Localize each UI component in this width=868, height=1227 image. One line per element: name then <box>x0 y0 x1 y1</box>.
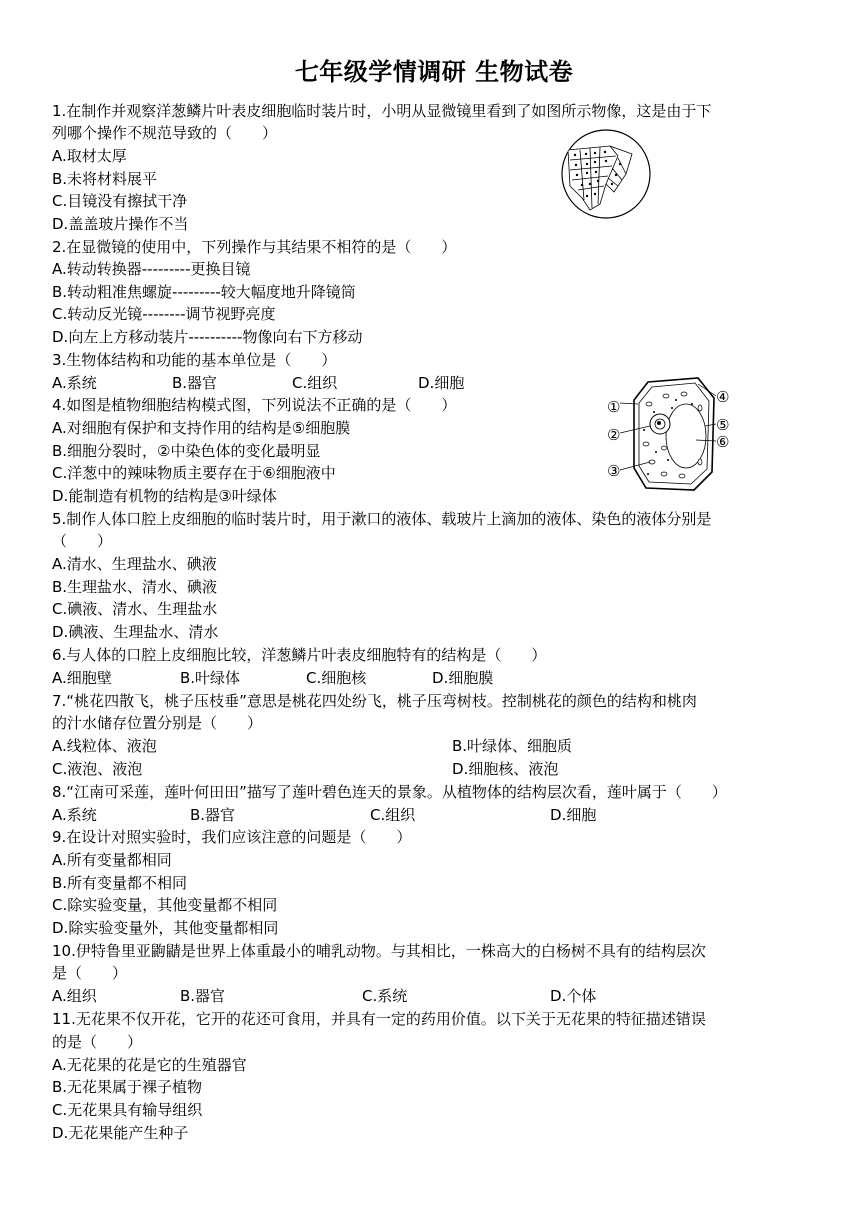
q7-option-a: A.线粒体、液泡 <box>52 737 157 755</box>
q1-option-c: C.目镜没有擦拭干净 <box>52 192 188 210</box>
q3-option-a: A.系统 <box>52 374 97 392</box>
q6-option-d: D.细胞膜 <box>432 669 494 687</box>
cell-label-3: ③ <box>607 462 621 480</box>
q6-option-c: C.细胞核 <box>306 669 367 687</box>
q3-option-c: C.组织 <box>292 374 338 392</box>
q4-option-a: A.对细胞有保护和支持作用的结构是⑤细胞膜 <box>52 419 351 437</box>
q5-option-b: B.生理盐水、清水、碘液 <box>52 578 218 596</box>
q11-stem-line1: 11.无花果不仅开花，它开的花还可食用，并具有一定的药用价值。以下关于无花果的特征描述错误 <box>52 1010 706 1028</box>
q7-option-c: C.液泡、液泡 <box>52 760 143 778</box>
q5-option-c: C.碘液、清水、生理盐水 <box>52 600 218 618</box>
q4-option-b: B.细胞分裂时，②中染色体的变化最明显 <box>52 442 321 460</box>
q7-stem-line2: 的汁水储存位置分别是（ ） <box>52 714 263 732</box>
q9-option-c: C.除实验变量，其他变量都不相同 <box>52 896 278 914</box>
q2-option-d: D.向左上方移动装片----------物像向右下方移动 <box>52 328 363 346</box>
q2-option-c: C.转动反光镜--------调节视野亮度 <box>52 305 276 323</box>
q3-option-b: B.器官 <box>172 374 218 392</box>
q10-option-a: A.组织 <box>52 987 97 1005</box>
q9-option-d: D.除实验变量外，其他变量都相同 <box>52 919 279 937</box>
q1-stem-line2: 列哪个操作不规范导致的（ ） <box>52 124 278 142</box>
q1-option-b: B.未将材料展平 <box>52 170 158 188</box>
q8-option-c: C.组织 <box>370 806 416 824</box>
q8-option-b: B.器官 <box>190 806 236 824</box>
q9-option-b: B.所有变量都不相同 <box>52 874 188 892</box>
q5-stem-line1: 5.制作人体口腔上皮细胞的临时装片时，用于漱口的液体、载玻片上滴加的液体、染色的液体分别是 <box>52 510 712 528</box>
q11-option-d: D.无花果能产生种子 <box>52 1124 189 1142</box>
cell-label-5: ⑤ <box>716 416 730 434</box>
page-title: 七年级学情调研 生物试卷 <box>294 58 574 86</box>
q1-option-a: A.取材太厚 <box>52 147 127 165</box>
q2-stem: 2.在显微镜的使用中，下列操作与其结果不相符的是（ ） <box>52 238 457 256</box>
q7-option-d: D.细胞核、液泡 <box>452 760 559 778</box>
cell-label-6: ⑥ <box>716 433 730 451</box>
q3-stem: 3.生物体结构和功能的基本单位是（ ） <box>52 351 337 369</box>
q1-option-d: D.盖盖玻片操作不当 <box>52 215 189 233</box>
cell-label-4: ④ <box>716 388 730 406</box>
q11-option-a: A.无花果的花是它的生殖器官 <box>52 1056 247 1074</box>
q3-option-d: D.细胞 <box>418 374 465 392</box>
q2-option-a: A.转动转换器---------更换目镜 <box>52 260 251 278</box>
q11-option-c: C.无花果具有输导组织 <box>52 1101 203 1119</box>
q10-option-c: C.系统 <box>362 987 408 1005</box>
q6-stem: 6.与人体的口腔上皮细胞比较，洋葱鳞片叶表皮细胞特有的结构是（ ） <box>52 646 547 664</box>
q10-option-b: B.器官 <box>180 987 226 1005</box>
q8-option-a: A.系统 <box>52 806 97 824</box>
q11-stem-line2: 的是（ ） <box>52 1033 143 1051</box>
q9-option-a: A.所有变量都相同 <box>52 851 172 869</box>
q10-stem-line1: 10.伊特鲁里亚鼩鼱是世界上体重最小的哺乳动物。与其相比，一株高大的白杨树不具有的结构层次 <box>52 942 706 960</box>
q7-stem-line1: 7.“桃花四散飞，桃子压枝垂”意思是桃花四处纷飞，桃子压弯树枝。控制桃花的颜色的结构和桃肉 <box>52 692 697 710</box>
q10-stem-line2: 是（ ） <box>52 964 128 982</box>
q4-stem: 4.如图是植物细胞结构模式图，下列说法不正确的是（ ） <box>52 396 457 414</box>
q8-stem: 8.“江南可采莲，莲叶何田田”描写了莲叶碧色连天的景象。从植物体的结构层次看，莲叶属于（ ） <box>52 783 727 801</box>
q1-stem-line1: 1.在制作并观察洋葱鳞片叶表皮细胞临时装片时，小明从显微镜里看到了如图所示物像，这是由于下 <box>52 102 712 120</box>
q4-option-d: D.能制造有机物的结构是③叶绿体 <box>52 487 277 505</box>
q6-option-a: A.细胞壁 <box>52 669 112 687</box>
q8-option-d: D.细胞 <box>550 806 597 824</box>
q5-option-a: A.清水、生理盐水、碘液 <box>52 555 217 573</box>
q4-option-c: C.洋葱中的辣味物质主要存在于⑥细胞液中 <box>52 464 336 482</box>
q2-option-b: B.转动粗准焦螺旋---------较大幅度地升降镜筒 <box>52 283 356 301</box>
q7-option-b: B.叶绿体、细胞质 <box>452 737 573 755</box>
q5-option-d: D.碘液、生理盐水、清水 <box>52 623 219 641</box>
q5-stem-line2: （ ） <box>52 532 113 550</box>
q6-option-b: B.叶绿体 <box>180 669 241 687</box>
q9-stem: 9.在设计对照实验时，我们应该注意的问题是（ ） <box>52 828 412 846</box>
microscope-view-figure <box>560 128 652 220</box>
q11-option-b: B.无花果属于裸子植物 <box>52 1078 203 1096</box>
cell-label-2: ② <box>607 426 621 444</box>
q10-option-d: D.个体 <box>550 987 597 1005</box>
cell-label-1: ① <box>607 398 621 416</box>
